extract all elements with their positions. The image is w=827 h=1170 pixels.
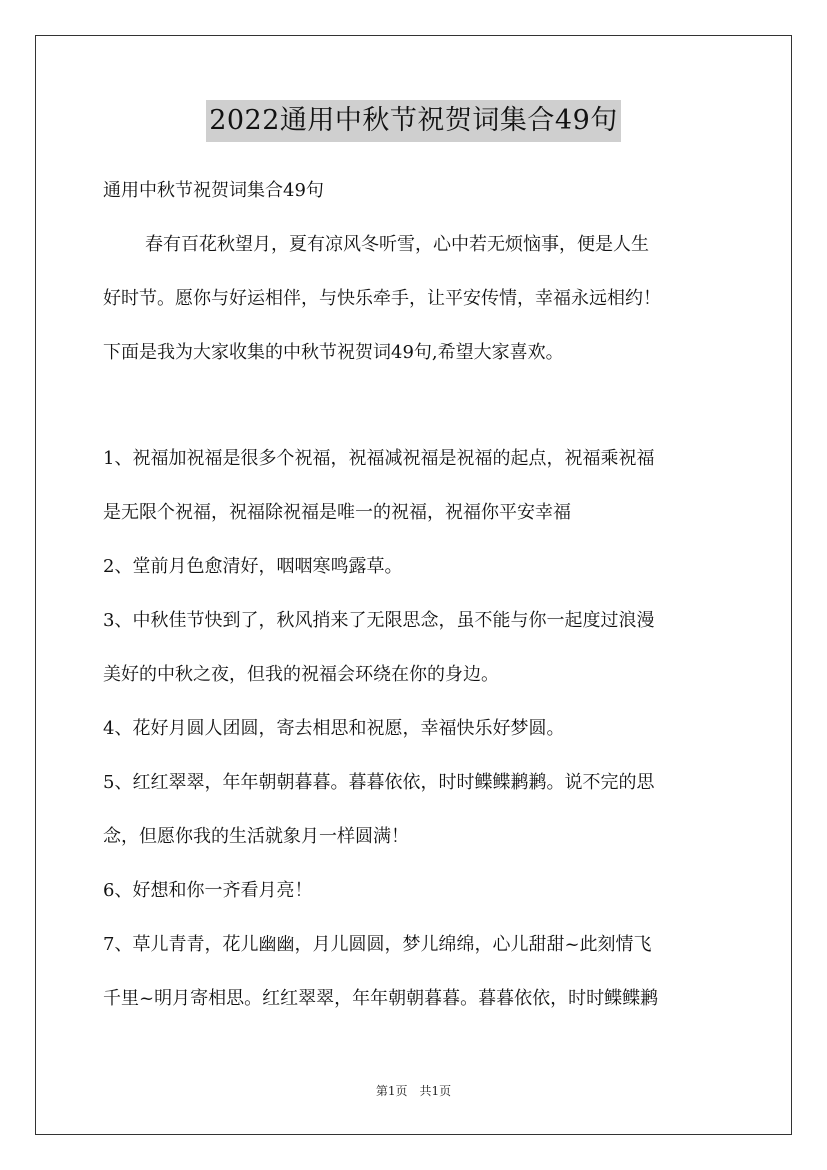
title-container <box>0 100 827 142</box>
intro-line: 春有百花秋望月，夏有凉风冬听雪，心中若无烦恼事，便是人生 <box>145 234 649 255</box>
body-line: 千里~明月寄相思。红红翠翠，年年朝朝暮暮。暮暮依依，时时鲽鲽鹣 <box>103 988 659 1009</box>
body-line: 4、花好月圆人团圆，寄去相思和祝愿，幸福快乐好梦圆。 <box>103 718 565 739</box>
document-title: 2022通用中秋节祝贺词集合49句 <box>206 100 621 142</box>
body-line: 7、草儿青青，花儿幽幽，月儿圆圆，梦儿绵绵，心儿甜甜~此刻情飞 <box>103 934 652 955</box>
document-body <box>103 176 733 1038</box>
body-line: 是无限个祝福，祝福除祝福是唯一的祝福，祝福你平安幸福 <box>103 502 571 523</box>
body-line: 念，但愿你我的生活就象月一样圆满！ <box>103 826 409 847</box>
body-line: 6、好想和你一齐看月亮！ <box>103 880 313 901</box>
body-line: 1、祝福加祝福是很多个祝福，祝福减祝福是祝福的起点，祝福乘祝福 <box>103 448 655 469</box>
body-line: 2、堂前月色愈清好，咽咽寒鸣露草。 <box>103 556 403 577</box>
body-line: 3、中秋佳节快到了，秋风捎来了无限思念，虽不能与你一起度过浪漫 <box>103 610 655 631</box>
body-line: 美好的中秋之夜，但我的祝福会环绕在你的身边。 <box>103 664 499 685</box>
intro-line: 下面是我为大家收集的中秋节祝贺词49句,希望大家喜欢。 <box>103 342 564 363</box>
document-subtitle: 通用中秋节祝贺词集合49句 <box>103 180 324 201</box>
paragraph-gap <box>103 392 733 444</box>
body-line: 5、红红翠翠，年年朝朝暮暮。暮暮依依，时时鲽鲽鹣鹣。说不完的思 <box>103 772 655 793</box>
page-footer: 第1页 共1页 <box>375 1084 452 1098</box>
intro-line: 好时节。愿你与好运相伴，与快乐牵手，让平安传情，幸福永远相约！ <box>103 288 661 309</box>
